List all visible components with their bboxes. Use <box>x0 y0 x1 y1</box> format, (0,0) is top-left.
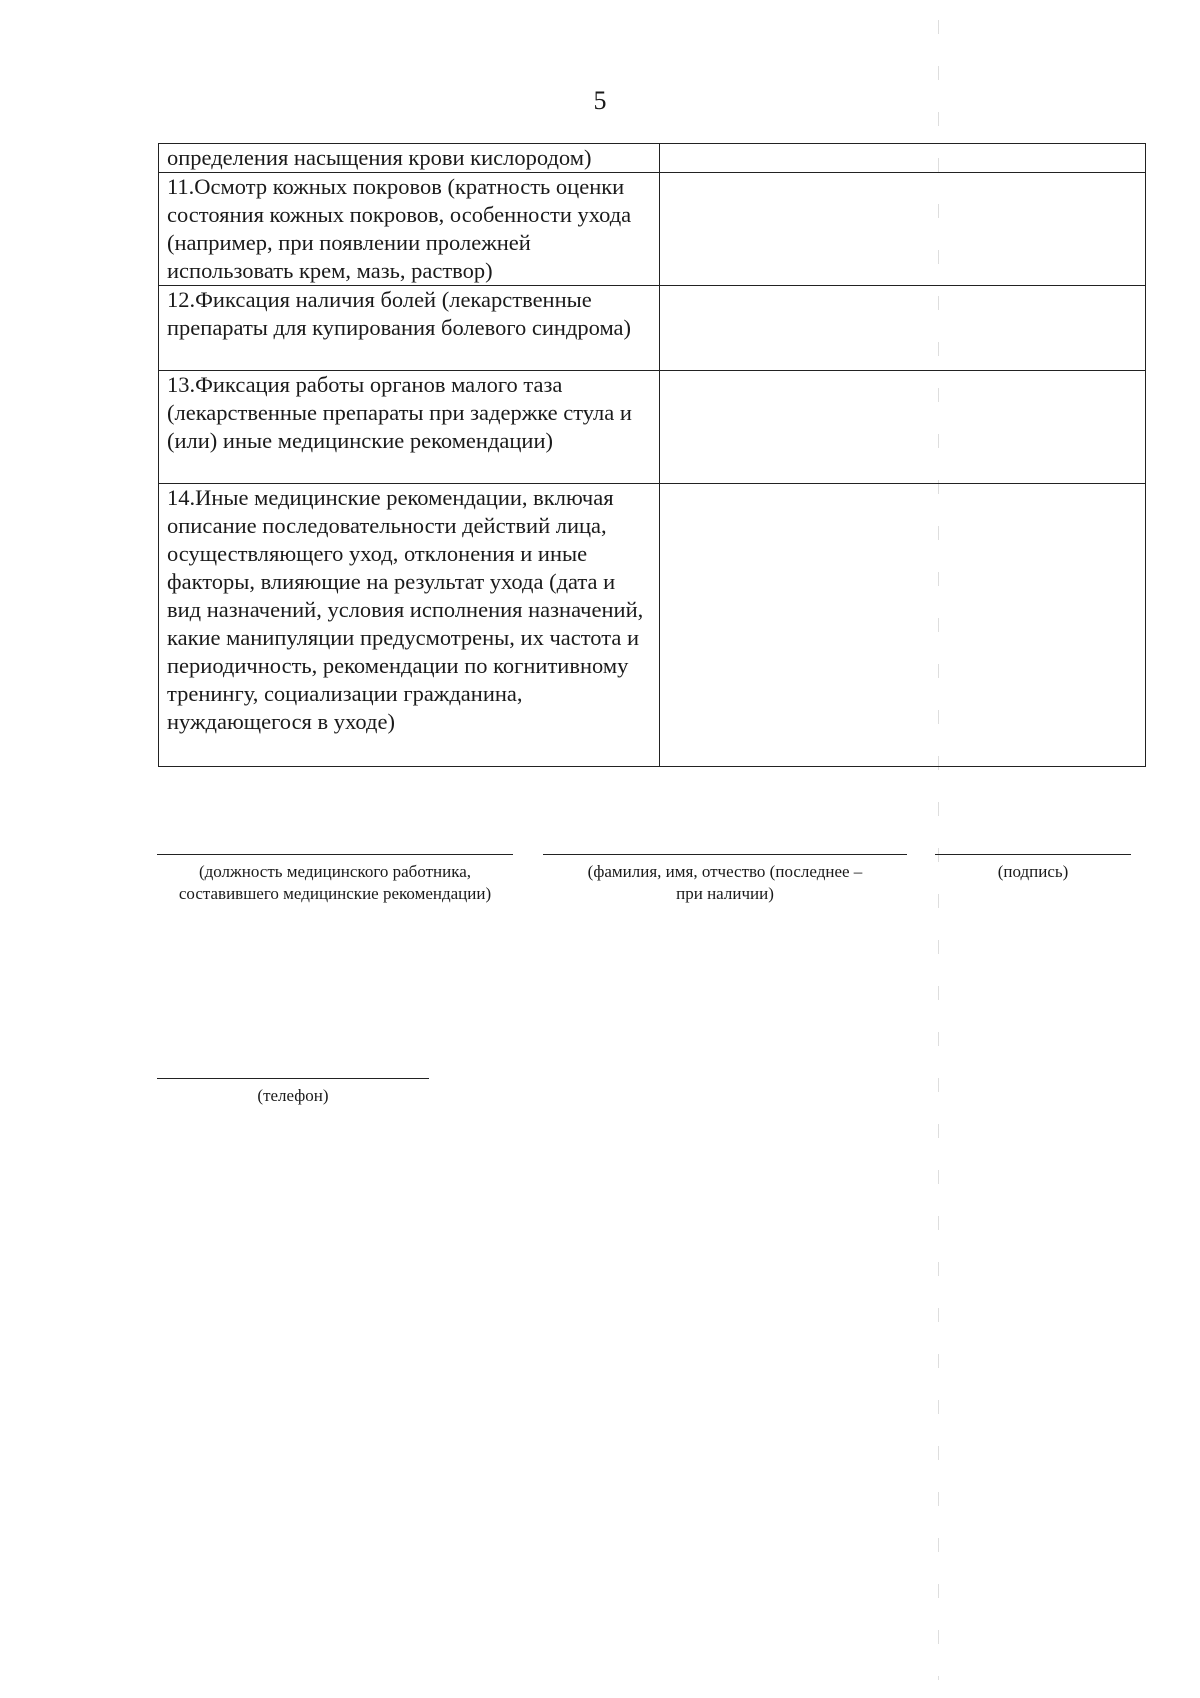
row-label: 13.Фиксация работы органов малого таза (лекарственные препараты при задержке стула и (или) иные медицинские рекомендации) <box>159 371 660 484</box>
row-value-field[interactable] <box>660 371 1146 484</box>
table-row <box>159 144 1146 173</box>
position-signature-block <box>157 854 513 905</box>
row-label: 12.Фиксация наличия болей (лекарственные препараты для купирования болевого синдрома) <box>159 286 660 371</box>
row-value-field[interactable] <box>660 173 1146 286</box>
phone-signature-line[interactable] <box>157 1078 429 1085</box>
table-row <box>159 173 1146 286</box>
page-number: 5 <box>593 86 607 115</box>
row-value-field[interactable] <box>660 144 1146 173</box>
name-signature-line[interactable] <box>543 854 907 861</box>
table-row <box>159 371 1146 484</box>
name-caption: (фамилия, имя, отчество (последнее – при наличии) <box>587 862 863 903</box>
signature-block <box>935 854 1131 883</box>
name-signature-block <box>543 854 907 905</box>
signature-line[interactable] <box>935 854 1131 861</box>
phone-caption: (телефон) <box>257 1086 329 1105</box>
position-signature-line[interactable] <box>157 854 513 861</box>
row-value-field[interactable] <box>660 484 1146 767</box>
phone-signature-block <box>157 1078 429 1107</box>
table-row <box>159 484 1146 767</box>
row-label: 11.Осмотр кожных покровов (кратность оценки состояния кожных покровов, особенности ухода (например, при появлении пролежней использовать крем, мазь, раствор) <box>159 173 660 286</box>
row-value-field[interactable] <box>660 286 1146 371</box>
recommendations-table <box>158 143 1146 767</box>
row-label: 14.Иные медицинские рекомендации, включая описание последовательности действий лица, осуществляющего уход, отклонения и иные факторы, влияющие на результат ухода (дата и вид назначений, условия исполнения назначений, какие манипуляции предусмотрены, их частота и периодичность, рекомендации по когнитивному тренингу, социализации гражданина, нуждающегося в уходе) <box>159 484 660 767</box>
row-label: определения насыщения крови кислородом) <box>159 144 660 173</box>
table-row <box>159 286 1146 371</box>
position-caption: (должность медицинского работника, составившего медицинские рекомендации) <box>178 862 492 903</box>
signature-caption: (подпись) <box>997 862 1069 881</box>
